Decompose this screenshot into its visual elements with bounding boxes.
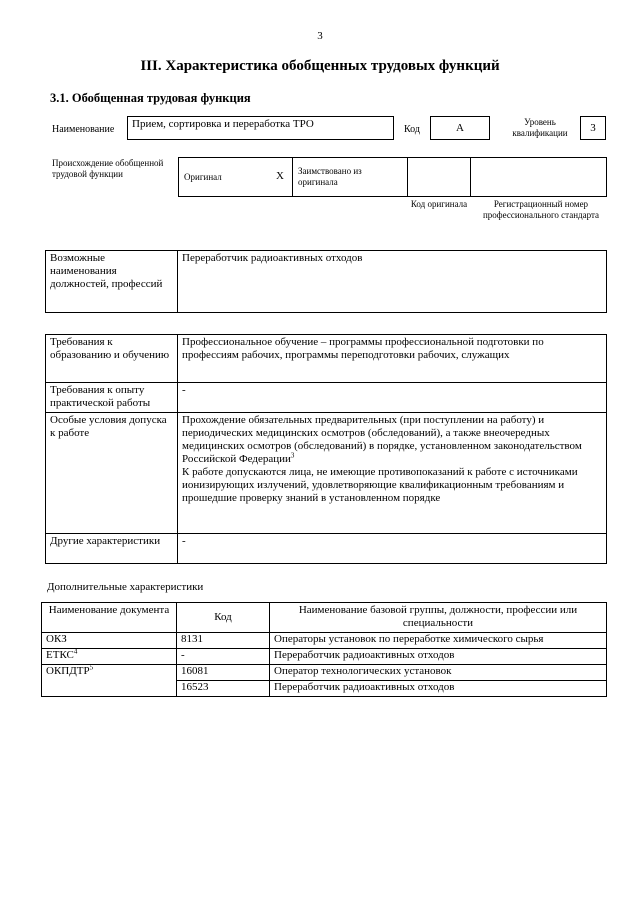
education-label: Требования к образованию и обучению — [46, 335, 178, 383]
table-row — [46, 413, 607, 534]
additional-title: Дополнительные характеристики — [47, 581, 204, 593]
row-name: Оператор технологических установок — [270, 665, 607, 681]
row-name: Операторы установок по переработке химического сырья — [270, 633, 607, 649]
level-value-box — [580, 116, 606, 140]
level-value: 3 — [590, 122, 596, 134]
row-code: 8131 — [177, 633, 270, 649]
positions-value: Переработчик радиоактивных отходов — [178, 251, 607, 313]
special-conditions-text-1: Прохождение обязательных предварительных (при поступлении на работу) и периодических медицинских осмотров (обследований), а также внеочередных медицинских осмотров (обследований) в порядке, установленном законодательством Российской Федерации — [182, 414, 582, 465]
code-original-caption: Код оригинала — [410, 199, 468, 209]
special-conditions-text-2: К работе допускаются лица, не имеющие противопоказаний к работе с источниками ионизирующих излучений, удовлетворяющие квалификационным требованиям и прошедшие проверку знаний в установленном порядке — [182, 466, 578, 504]
table-row — [46, 335, 607, 383]
row-name: Переработчик радиоактивных отходов — [270, 681, 607, 697]
origin-divider — [407, 157, 408, 197]
positions-table — [45, 250, 607, 313]
requirements-table — [45, 334, 607, 564]
row-code: - — [177, 649, 270, 665]
table-row — [46, 383, 607, 413]
positions-label: Возможные наименования должностей, профессий — [46, 251, 178, 313]
additional-table — [41, 602, 607, 697]
other-label: Другие характеристики — [46, 534, 178, 564]
page-number: 3 — [317, 30, 323, 42]
table-row — [42, 665, 607, 681]
row-code: 16523 — [177, 681, 270, 697]
table-header-row — [42, 603, 607, 633]
code-label: Код — [404, 124, 420, 135]
special-conditions-value — [178, 413, 607, 534]
experience-value: - — [178, 383, 607, 413]
table-row — [46, 534, 607, 564]
header-doc: Наименование документа — [42, 603, 177, 633]
footnote-ref: 3 — [290, 451, 295, 460]
origin-divider — [470, 157, 471, 197]
name-value: Прием, сортировка и переработка ТРО — [132, 118, 314, 130]
header-name: Наименование базовой группы, должности, профессии или специальности — [270, 603, 607, 633]
row-code: 16081 — [177, 665, 270, 681]
borrowed-label: Заимствовано из оригинала — [298, 166, 362, 187]
name-label: Наименование — [52, 124, 115, 135]
subsection-title: 3.1. Обобщенная трудовая функция — [50, 91, 251, 105]
row-doc: ОКПДТР$^5$ — [42, 665, 177, 697]
original-mark: X — [276, 170, 284, 182]
level-label: Уровень квалификации — [512, 117, 568, 138]
special-conditions-label: Особые условия допуска к работе — [46, 413, 178, 534]
header-code: Код — [177, 603, 270, 633]
education-value: Профессиональное обучение – программы профессиональной подготовки по профессиям рабочих, программы переподготовки рабочих, служащих — [178, 335, 607, 383]
footnote-ref: 5 — [89, 663, 94, 672]
experience-label: Требования к опыту практической работы — [46, 383, 178, 413]
reg-number-caption: Регистрационный номер профессионального стандарта — [482, 199, 600, 220]
code-value: А — [456, 122, 464, 134]
name-value-box — [127, 116, 394, 140]
section-title: III. Характеристика обобщенных трудовых функций — [140, 58, 500, 74]
row-name: Переработчик радиоактивных отходов — [270, 649, 607, 665]
origin-divider — [292, 157, 293, 197]
row-doc: ЕТКС$^4$ — [42, 649, 177, 665]
origin-label: Происхождение обобщенной трудовой функции — [52, 158, 164, 179]
table-row — [42, 649, 607, 665]
table-row — [42, 633, 607, 649]
row-doc: ОКЗ — [42, 633, 177, 649]
other-value: - — [178, 534, 607, 564]
code-value-box — [430, 116, 490, 140]
original-label: Оригинал — [184, 172, 222, 182]
footnote-ref: 4 — [73, 647, 78, 656]
